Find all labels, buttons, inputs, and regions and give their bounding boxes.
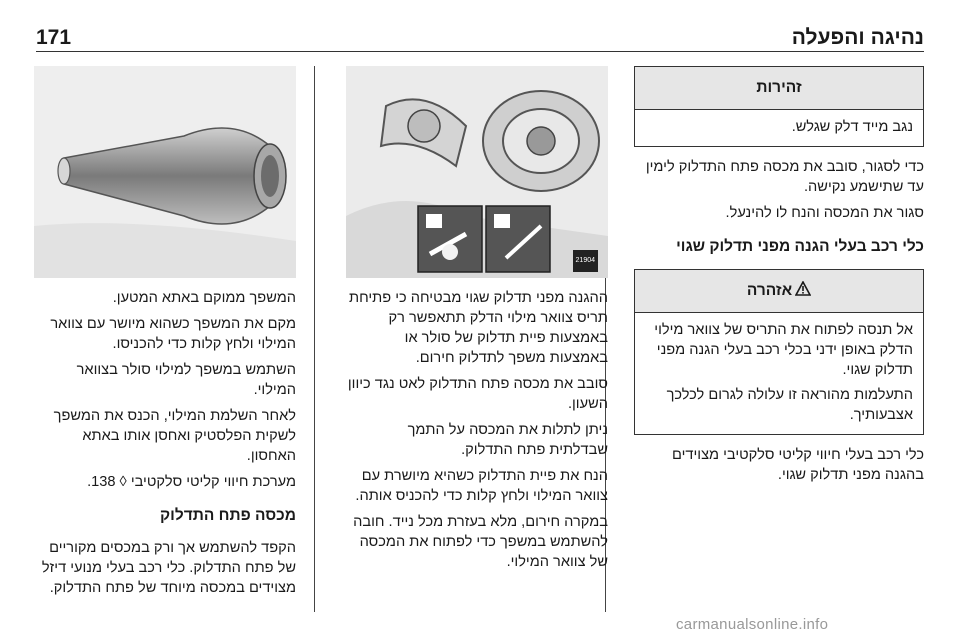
fuel-filler-figure (346, 66, 608, 278)
page-header (0, 0, 960, 58)
middle-column (346, 66, 608, 572)
section-heading: מכסה פתח התדלוק (160, 507, 296, 524)
figure-code: 21904 (573, 250, 598, 272)
body-paragraph: סגור את המכסה והנח לו להינעל. (725, 205, 924, 221)
body-paragraph: הנח את פיית התדלוק כשהיא מיושרת עם צוואר המילוי ולחץ קלות כדי להכניס אותה. (355, 468, 608, 504)
section-heading: כלי רכב בעלי הגנה מפני תדלוק שגוי (676, 238, 924, 255)
caution-box-title: זהירות (635, 67, 923, 110)
watermark: carmanualsonline.info (676, 616, 829, 633)
body-paragraph: הקפד להשתמש אך ורק במכסים מקוריים של פתח התדלוק. כלי רכב בעלי מנועי דיזל מצוידים במכסה מיוחד של פתח התדלוק. (41, 540, 296, 596)
warning-box-text: התעלמות מהוראה זו עלולה לגרום לכלכך אצבעותיך. (666, 387, 913, 423)
body-paragraph: במקרה חירום, מלא בעזרת מכל נייד. חובה להשתמש במשפך כדי לפתוח את המכסה של צוואר המילוי. (353, 514, 608, 570)
caution-box-text: נגב מייד דלק שגלש. (791, 119, 913, 135)
warning-box-header (635, 270, 923, 313)
warning-triangle-icon (795, 281, 811, 302)
chapter-title: נהיגה והפעלה (791, 26, 924, 49)
body-paragraph: השתמש במשפך למילוי סולר בצוואר המילוי. (76, 362, 296, 398)
warning-box (634, 269, 924, 435)
column-divider (314, 66, 315, 612)
warning-box-title: אזהרה (746, 282, 793, 299)
body-paragraph: מקם את המשפך כשהוא מיושר עם צוואר המילוי ולחץ קלות כדי להכניסו. (50, 316, 296, 352)
header-divider (36, 51, 924, 52)
body-paragraph: סובב את מכסה פתח התדלוק לאט נגד כיוון השעון. (347, 376, 608, 412)
caution-box (634, 66, 924, 147)
fuel-filler-illustration (346, 66, 608, 278)
body-paragraph: לאחר השלמת המילוי, הכנס את המשפך לשקית הפלסטיק ואחסן אותו באתא האחסון. (53, 408, 296, 464)
left-column (34, 66, 296, 598)
cross-reference[interactable]: מערכת חיווי קליטי סלקטיבי ◊ 138. (87, 474, 296, 490)
body-paragraph: ניתן לתלות את המכסה על התמך שבדלתית פתח התדלוק. (407, 422, 608, 458)
page-number: 171 (36, 26, 72, 49)
body-paragraph: כלי רכב בעלי חיווי קליטי סלקטיבי מצוידים בהגנה מפני תדלוק שגוי. (672, 447, 924, 483)
body-paragraph: המשפך ממוקם באתא המטען. (112, 290, 296, 306)
funnel-figure (34, 66, 296, 278)
right-column (634, 66, 924, 485)
funnel-illustration (34, 66, 296, 278)
warning-box-text: אל תנסה לפתוח את התריס של צוואר מילוי הדלק באופן ידני בכלי רכב בעלי הגנה מפני תדלוק שגוי. (654, 322, 913, 378)
body-paragraph: כדי לסגור, סובב את מכסה פתח התדלוק לימין עד שתישמע נקישה. (645, 159, 924, 195)
body-paragraph: ההגנה מפני תדלוק שגוי מבטיחה כי פתיחת תריס צוואר מילוי הדלק תתאפשר רק באמצעות פיית תדלוק של סולר או באמצעות משפך לתדלוק חירום. (349, 290, 608, 366)
